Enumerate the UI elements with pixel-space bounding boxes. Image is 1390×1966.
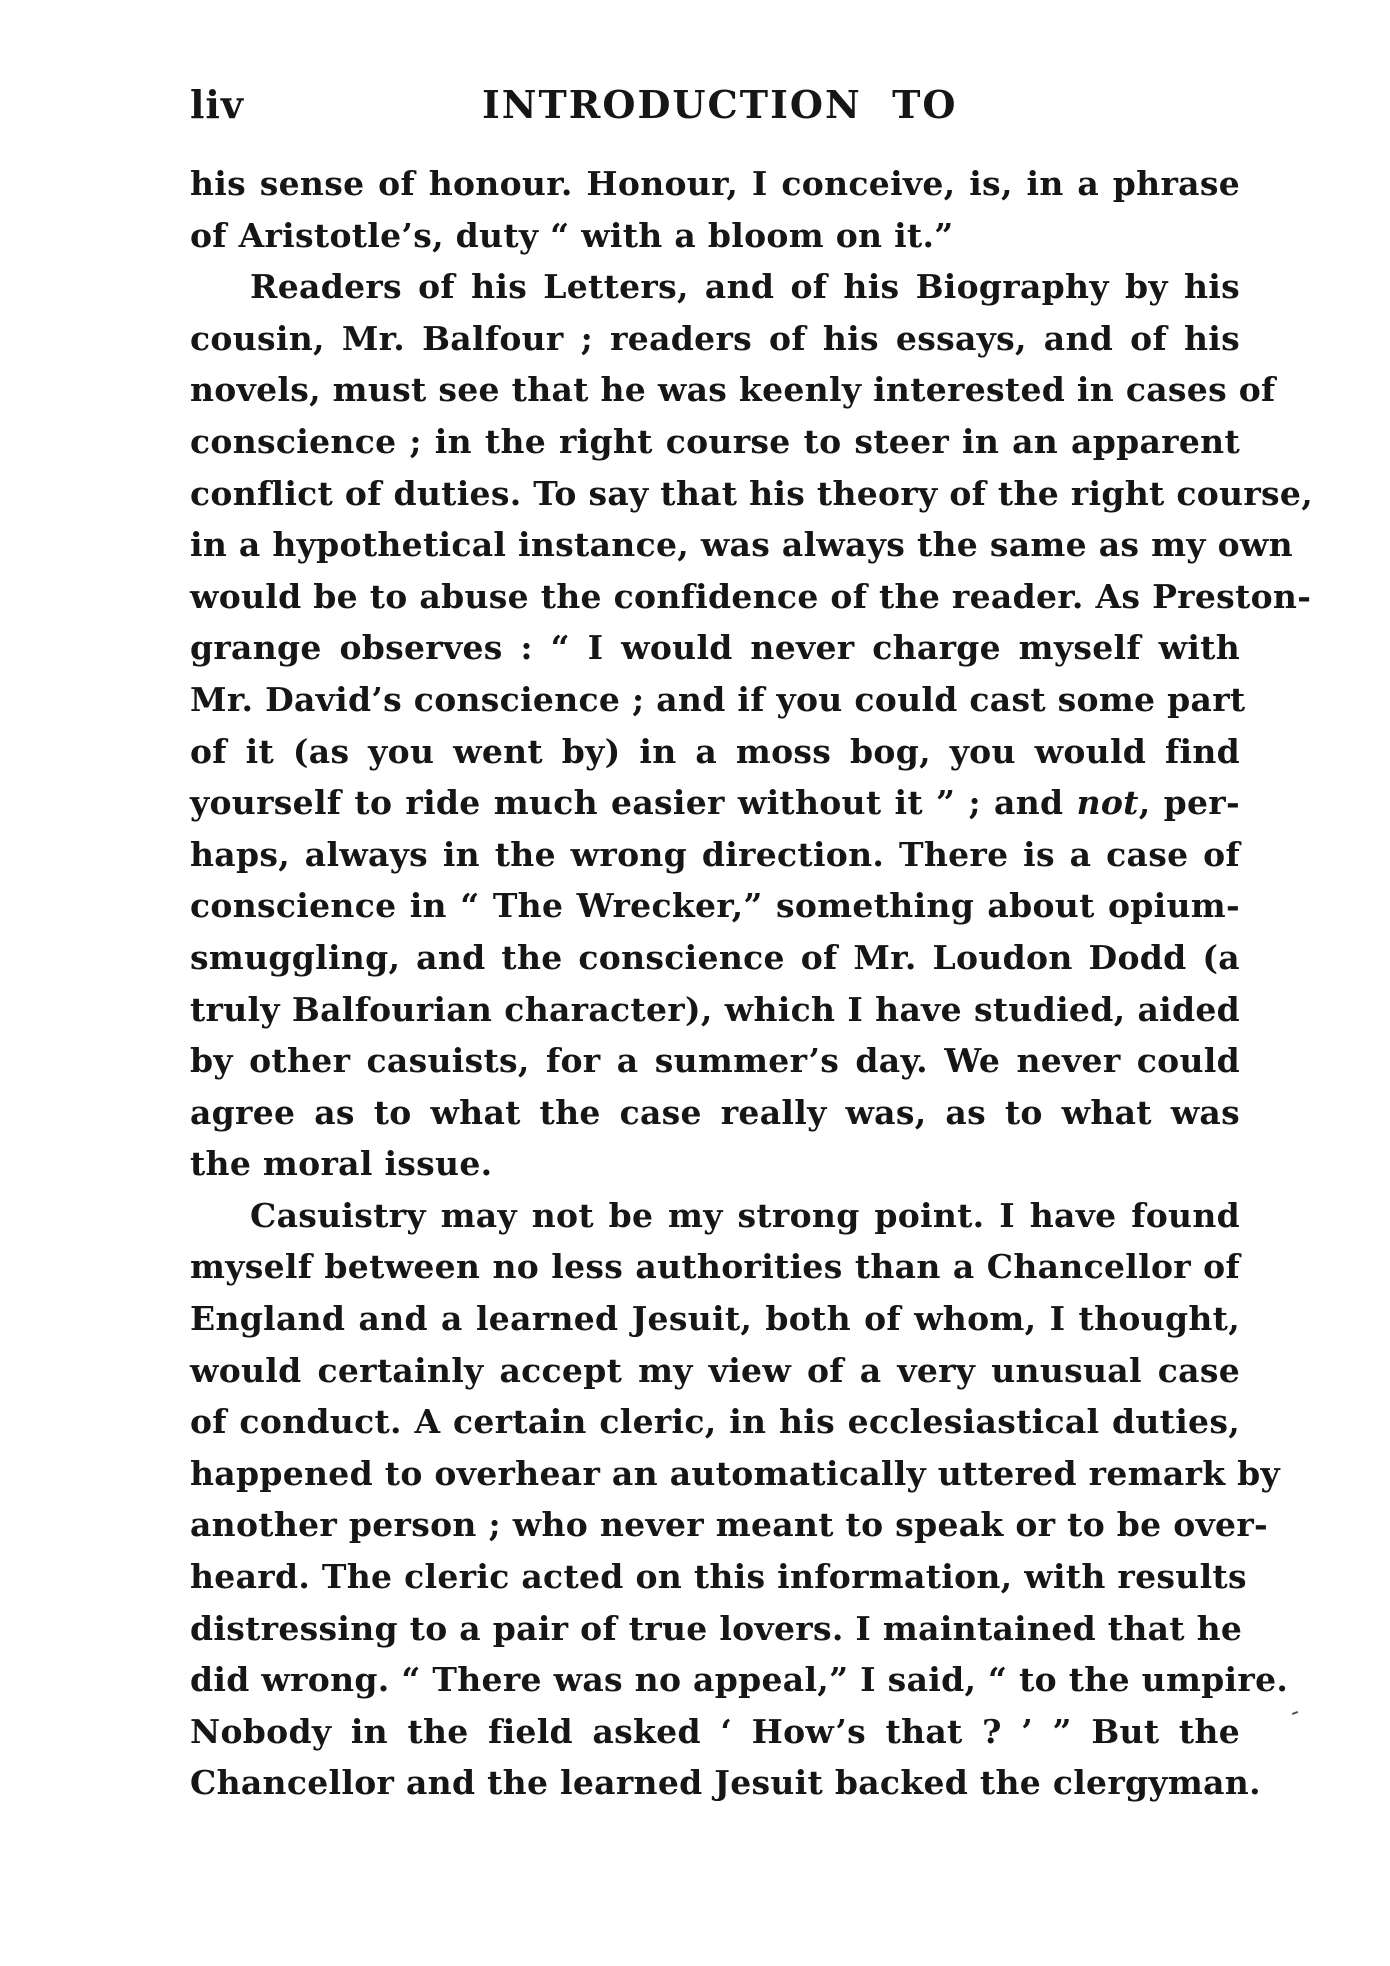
text-line: novels, must see that he was keenly interested in cases of bbox=[190, 370, 1276, 410]
text-line: the moral issue. bbox=[190, 1144, 493, 1184]
text-line: agree as to what the case really was, as to what was bbox=[190, 1092, 1240, 1132]
text-line: another person ; who never meant to speak or to be over- bbox=[190, 1505, 1269, 1545]
text-line: Nobody in the field asked ‘ How’s that ? ’ ” But the bbox=[190, 1711, 1240, 1751]
text-line: conscience ; in the right course to steer in an apparent bbox=[190, 421, 1240, 461]
text-line: conflict of duties. To say that his theory of the right course, bbox=[190, 473, 1313, 513]
text-line: of Aristotle’s, duty “ with a bloom on it.” bbox=[190, 215, 954, 255]
text-line: grange observes : “ I would never charge myself with bbox=[190, 628, 1240, 668]
text-line: happened to overhear an automatically uttered remark by bbox=[190, 1453, 1280, 1493]
text-line: conscience in “ The Wrecker,” something about opium- bbox=[190, 886, 1240, 926]
text-line: England and a learned Jesuit, both of whom, I thought, bbox=[190, 1299, 1240, 1339]
body-text bbox=[190, 158, 1313, 1809]
text-line: smuggling, and the conscience of Mr. Loudon Dodd (a bbox=[190, 937, 1240, 977]
paragraph-start-line: Readers of his Letters, and of his Biography by his bbox=[250, 267, 1240, 307]
running-head: INTRODUCTION TO bbox=[482, 82, 958, 127]
text-line: haps, always in the wrong direction. There is a case of bbox=[190, 834, 1240, 874]
text-line: myself between no less authorities than a Chancellor of bbox=[190, 1247, 1240, 1287]
text-line: in a hypothetical instance, was always the same as my own bbox=[190, 525, 1293, 565]
text-line: cousin, Mr. Balfour ; readers of his essays, and of his bbox=[190, 318, 1240, 358]
scan-speck bbox=[1292, 1711, 1298, 1715]
paragraph-start-line: Casuistry may not be my strong point. I have found bbox=[250, 1195, 1240, 1235]
text-line: of conduct. A certain cleric, in his ecclesiastical duties, bbox=[190, 1402, 1240, 1442]
text-line: Chancellor and the learned Jesuit backed the clergyman. bbox=[190, 1763, 1261, 1803]
text-line: would be to abuse the confidence of the reader. As Preston- bbox=[190, 576, 1312, 616]
text-line-with-italic bbox=[190, 777, 1240, 829]
italic-word: not bbox=[1076, 783, 1139, 823]
text-segment: , per- bbox=[1138, 783, 1240, 823]
text-line: by other casuists, for a summer’s day. We never could bbox=[190, 1041, 1240, 1081]
page-header bbox=[190, 82, 1240, 142]
text-line: Mr. David’s conscience ; and if you could cast some part bbox=[190, 679, 1246, 719]
text-line: his sense of honour. Honour, I conceive, is, in a phrase bbox=[190, 164, 1240, 203]
text-line: of it (as you went by) in a moss bog, you would find bbox=[190, 731, 1240, 771]
text-line: would certainly accept my view of a very unusual case bbox=[190, 1350, 1240, 1390]
text-line: heard. The cleric acted on this information, with results bbox=[190, 1557, 1247, 1597]
text-segment: yourself to ride much easier without it ” ; and bbox=[190, 783, 1064, 823]
page-number: liv bbox=[190, 82, 244, 127]
text-line: did wrong. “ There was no appeal,” I said, “ to the umpire. bbox=[190, 1660, 1289, 1700]
text-line: distressing to a pair of true lovers. I maintained that he bbox=[190, 1608, 1243, 1648]
text-line: truly Balfourian character), which I have studied, aided bbox=[190, 989, 1240, 1029]
